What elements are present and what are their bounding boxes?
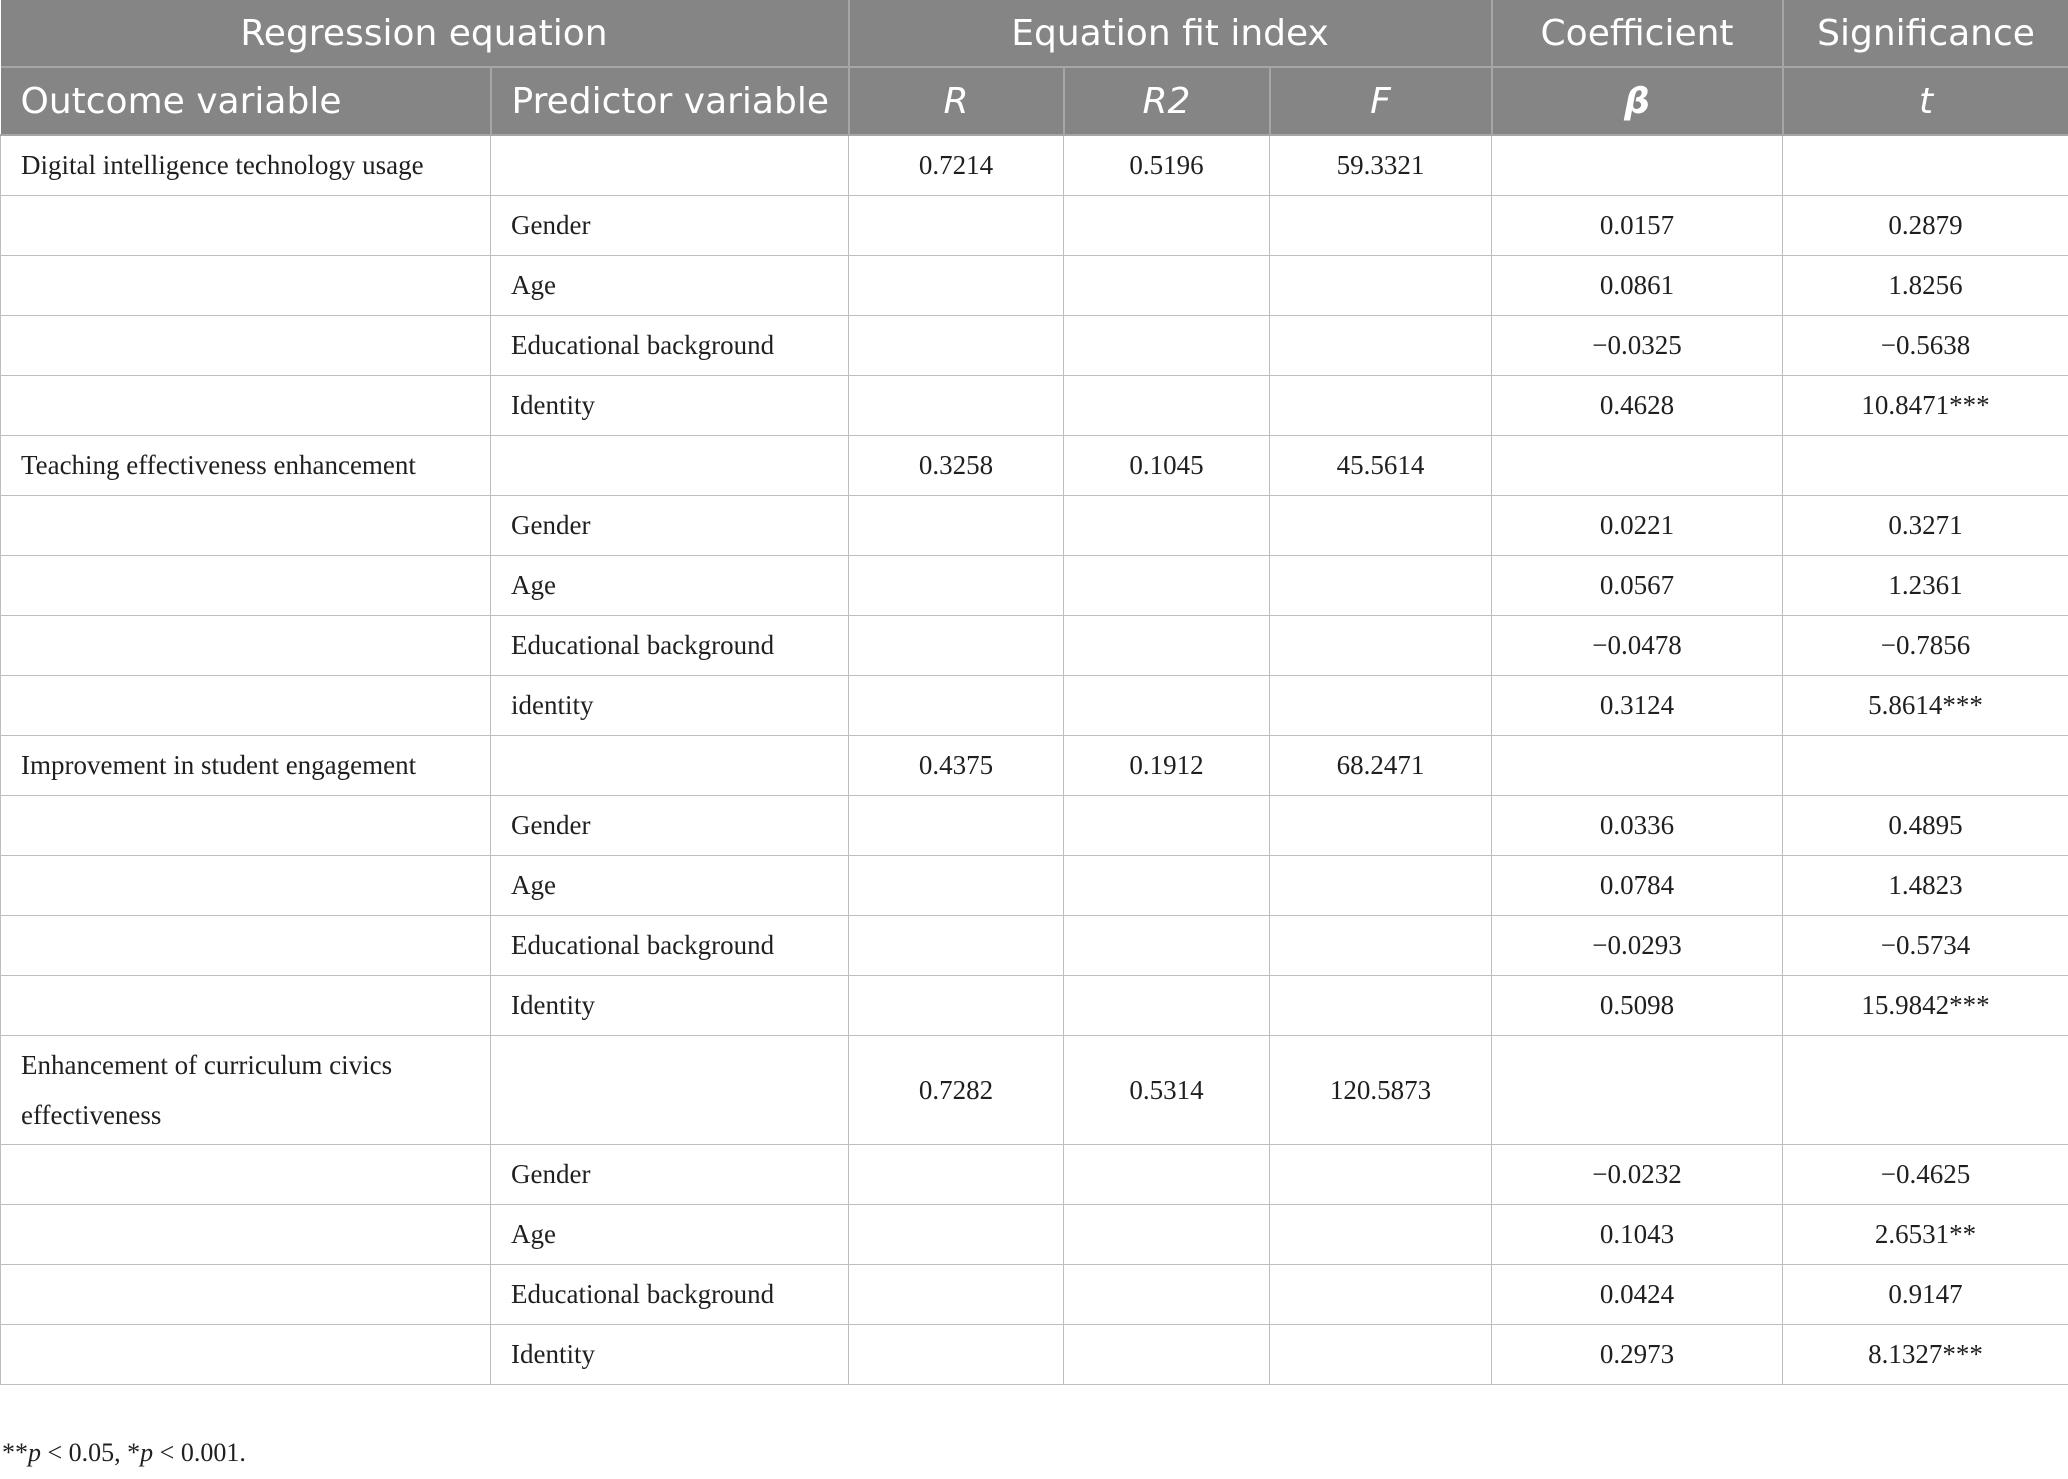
r2-cell [1064,916,1270,976]
beta-cell: 0.4628 [1492,376,1783,436]
table-row [1,1145,2068,1205]
f-cell [1270,1325,1492,1385]
r-cell [849,1205,1064,1265]
predictor-cell: Educational background [491,916,849,976]
predictor-cell: Identity [491,976,849,1036]
table-row [1,676,2068,736]
outcome-cell [1,196,491,256]
table-row [1,316,2068,376]
r2-cell [1064,196,1270,256]
beta-cell: 0.5098 [1492,976,1783,1036]
predictor-cell: identity [491,676,849,736]
beta-cell [1492,436,1783,496]
outcome-cell [1,1145,491,1205]
table-body [1,135,2068,1385]
footnote-stars-1: ** [2,1438,28,1467]
predictor-cell: Age [491,556,849,616]
r2-cell: 0.1912 [1064,736,1270,796]
f-cell [1270,976,1492,1036]
predictor-cell: Gender [491,196,849,256]
t-cell: 0.4895 [1783,796,2068,856]
outcome-cell [1,916,491,976]
outcome-cell: Digital intelligence technology usage [1,135,491,196]
table-row [1,256,2068,316]
r-cell: 0.4375 [849,736,1064,796]
f-cell [1270,1265,1492,1325]
predictor-cell: Educational background [491,616,849,676]
r2-cell [1064,1325,1270,1385]
predictor-cell: Age [491,856,849,916]
t-cell: 1.4823 [1783,856,2068,916]
outcome-cell: Enhancement of curriculum civics effectiveness [1,1036,491,1145]
r-cell [849,676,1064,736]
footnote-p-2: p [140,1438,154,1467]
f-cell [1270,256,1492,316]
outcome-cell [1,1205,491,1265]
r2-cell [1064,856,1270,916]
t-cell: −0.5638 [1783,316,2068,376]
r-cell [849,856,1064,916]
table-row [1,796,2068,856]
r-cell [849,376,1064,436]
f-cell [1270,916,1492,976]
t-cell [1783,1036,2068,1145]
table-row [1,556,2068,616]
predictor-cell [491,436,849,496]
outcome-cell [1,1325,491,1385]
predictor-cell: Gender [491,796,849,856]
r-cell: 0.7214 [849,135,1064,196]
footnote-text-2: < 0.001. [153,1438,246,1467]
r-cell [849,616,1064,676]
r-cell [849,1145,1064,1205]
t-cell: 5.8614*** [1783,676,2068,736]
outcome-cell: Improvement in student engagement [1,736,491,796]
table-row [1,856,2068,916]
outcome-cell [1,1265,491,1325]
r2-cell: 0.1045 [1064,436,1270,496]
r2-cell [1064,316,1270,376]
beta-cell: 0.0336 [1492,796,1783,856]
f-cell [1270,556,1492,616]
header-r: R [849,67,1064,135]
r-cell [849,196,1064,256]
outcome-cell [1,316,491,376]
r2-cell [1064,976,1270,1036]
t-cell: −0.7856 [1783,616,2068,676]
table-row [1,1325,2068,1385]
footnote-p-1: p [28,1438,41,1467]
f-cell: 68.2471 [1270,736,1492,796]
beta-cell: 0.2973 [1492,1325,1783,1385]
beta-cell [1492,135,1783,196]
predictor-cell: Gender [491,496,849,556]
outcome-cell [1,376,491,436]
r2-cell [1064,616,1270,676]
header-significance: Significance [1783,0,2068,67]
r2-cell [1064,256,1270,316]
table-footnote [2,1438,246,1468]
r-cell [849,316,1064,376]
header-regression-equation: Regression equation [1,0,849,67]
f-cell: 45.5614 [1270,436,1492,496]
r-cell [849,496,1064,556]
table-row [1,496,2068,556]
r-cell [849,1265,1064,1325]
beta-cell: 0.1043 [1492,1205,1783,1265]
t-cell: 1.8256 [1783,256,2068,316]
t-cell: 0.2879 [1783,196,2068,256]
header-predictor-variable: Predictor variable [491,67,849,135]
table-header [1,0,2068,135]
header-f: F [1270,67,1492,135]
t-cell [1783,736,2068,796]
table-row [1,1205,2068,1265]
header-group-row [1,0,2068,67]
r-cell: 0.7282 [849,1036,1064,1145]
r-cell [849,256,1064,316]
r-cell [849,556,1064,616]
f-cell [1270,1145,1492,1205]
t-cell: 2.6531** [1783,1205,2068,1265]
r2-cell [1064,1145,1270,1205]
predictor-cell: Educational background [491,316,849,376]
r2-cell: 0.5314 [1064,1036,1270,1145]
r2-cell [1064,1205,1270,1265]
beta-cell: −0.0293 [1492,916,1783,976]
f-cell [1270,616,1492,676]
header-r2: R2 [1064,67,1270,135]
footnote-stars-2: * [127,1438,141,1467]
beta-cell: −0.0478 [1492,616,1783,676]
outcome-cell [1,556,491,616]
table-row [1,1265,2068,1325]
header-t: t [1783,67,2068,135]
f-cell [1270,196,1492,256]
predictor-cell: Educational background [491,1265,849,1325]
predictor-cell [491,135,849,196]
r-cell [849,916,1064,976]
t-cell: −0.5734 [1783,916,2068,976]
f-cell [1270,496,1492,556]
r2-cell: 0.5196 [1064,135,1270,196]
t-cell: 15.9842*** [1783,976,2068,1036]
beta-cell: −0.0232 [1492,1145,1783,1205]
predictor-cell [491,1036,849,1145]
outcome-cell [1,496,491,556]
outcome-cell [1,856,491,916]
r2-cell [1064,796,1270,856]
beta-cell: 0.0861 [1492,256,1783,316]
t-cell: 0.9147 [1783,1265,2068,1325]
predictor-cell [491,736,849,796]
table-row [1,1036,2068,1145]
table-row [1,736,2068,796]
beta-cell: −0.0325 [1492,316,1783,376]
table-row [1,916,2068,976]
t-cell: 0.3271 [1783,496,2068,556]
table-row [1,616,2068,676]
predictor-cell: Age [491,1205,849,1265]
header-equation-fit-index: Equation fit index [849,0,1492,67]
f-cell [1270,796,1492,856]
f-cell [1270,316,1492,376]
footnote-text-1: < 0.05, [41,1438,128,1467]
f-cell [1270,1205,1492,1265]
beta-cell: 0.3124 [1492,676,1783,736]
beta-cell: 0.0567 [1492,556,1783,616]
table-row [1,135,2068,196]
header-sub-row [1,67,2068,135]
f-cell: 59.3321 [1270,135,1492,196]
beta-cell: 0.0784 [1492,856,1783,916]
outcome-cell: Teaching effectiveness enhancement [1,436,491,496]
t-cell: 10.8471*** [1783,376,2068,436]
r2-cell [1064,376,1270,436]
outcome-cell [1,976,491,1036]
predictor-cell: Age [491,256,849,316]
f-cell [1270,676,1492,736]
outcome-cell [1,256,491,316]
r-cell: 0.3258 [849,436,1064,496]
t-cell [1783,135,2068,196]
r-cell [849,976,1064,1036]
r-cell [849,796,1064,856]
outcome-cell [1,796,491,856]
f-cell: 120.5873 [1270,1036,1492,1145]
table-row [1,976,2068,1036]
predictor-cell: Identity [491,376,849,436]
f-cell [1270,376,1492,436]
beta-cell [1492,1036,1783,1145]
beta-cell: 0.0424 [1492,1265,1783,1325]
f-cell [1270,856,1492,916]
predictor-cell: Gender [491,1145,849,1205]
t-cell: 1.2361 [1783,556,2068,616]
table-row [1,196,2068,256]
beta-cell [1492,736,1783,796]
table-row [1,376,2068,436]
header-beta: β [1492,67,1783,135]
r2-cell [1064,1265,1270,1325]
r2-cell [1064,496,1270,556]
t-cell [1783,436,2068,496]
r2-cell [1064,676,1270,736]
predictor-cell: Identity [491,1325,849,1385]
beta-cell: 0.0157 [1492,196,1783,256]
beta-cell: 0.0221 [1492,496,1783,556]
outcome-cell [1,616,491,676]
outcome-cell [1,676,491,736]
t-cell: −0.4625 [1783,1145,2068,1205]
r-cell [849,1325,1064,1385]
t-cell: 8.1327*** [1783,1325,2068,1385]
header-coefficient: Coefficient [1492,0,1783,67]
header-outcome-variable: Outcome variable [1,67,491,135]
r2-cell [1064,556,1270,616]
table-row [1,436,2068,496]
